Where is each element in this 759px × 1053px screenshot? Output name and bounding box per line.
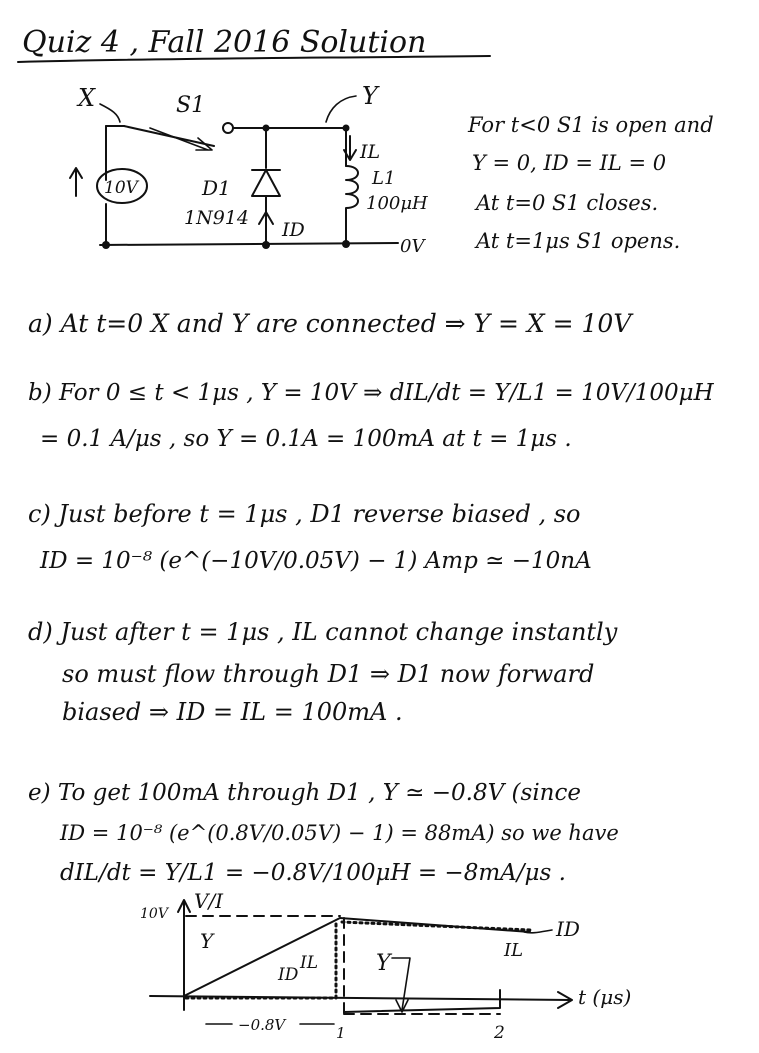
diode-current-label: ID <box>282 219 305 241</box>
diode-current-arrow <box>259 212 273 236</box>
page-title: Quiz 4 , Fall 2016 Solution <box>22 25 427 60</box>
circuit-note-1: For t<0 S1 is open and <box>468 113 714 137</box>
sketch-x-axis-label: t (μs) <box>578 985 632 1009</box>
switch-label: S1 <box>176 93 206 118</box>
part-b-line-2: = 0.1 A/μs , so Y = 0.1A = 100mA at t = 1μs . <box>40 426 572 452</box>
node-y-label: Y <box>362 82 378 110</box>
sketch-y-axis-label: V/I <box>194 889 224 913</box>
ground-label: 0V <box>400 236 425 257</box>
wire-bottom <box>100 243 398 245</box>
part-b-line-1: b) For 0 ≤ t < 1μs , Y = 10V ⇒ dIL/dt = Y/L1 = 10V/100μH <box>28 380 714 406</box>
waveform-sketch <box>140 889 631 1043</box>
part-e-line-1: e) To get 100mA through D1 , Y ≃ −0.8V (since <box>28 780 581 806</box>
part-d-line-3: biased ⇒ ID = IL = 100mA . <box>62 698 403 726</box>
sketch-curve-il-right: IL <box>504 940 524 961</box>
sketch-curve-id-right: ID <box>556 917 580 941</box>
node-x-pointer <box>100 104 120 122</box>
part-e-line-2: ID = 10⁻⁸ (e^(0.8V/0.05V) − 1) = 88mA) so we have <box>60 821 619 845</box>
inductor-coil <box>346 166 358 245</box>
inductor-current-label: IL <box>360 141 381 163</box>
node-top-inductor <box>343 125 350 132</box>
part-a-line-1: a) At t=0 X and Y are connected ⇒ Y = X = 10V <box>28 309 632 338</box>
part-c-line-2: ID = 10⁻⁸ (e^(−10V/0.05V) − 1) Amp ≃ −10nA <box>40 548 592 574</box>
inductor-value: 100μH <box>366 193 428 214</box>
sketch-curve-y-lower: Y <box>376 951 391 976</box>
circuit-diagram <box>70 82 428 257</box>
node-top-diode <box>263 125 270 132</box>
part-d-line-1: d) Just after t = 1μs , IL cannot change instantly <box>28 618 618 646</box>
inductor-name: L1 <box>372 168 396 189</box>
sketch-x-tick-1: 1 <box>336 1024 346 1042</box>
sketch-x-axis <box>150 992 572 1008</box>
sketch-curve-y-label: Y <box>200 929 214 953</box>
switch-pointer <box>150 128 212 150</box>
source-arrow <box>70 168 82 196</box>
diode-name: D1 <box>202 176 231 200</box>
switch-contact <box>223 123 233 133</box>
part-c-line-1: c) Just before t = 1μs , D1 reverse biased , so <box>28 500 581 528</box>
sketch-y-top-tick: 10V <box>140 906 168 922</box>
diode-symbol <box>252 170 280 196</box>
node-x-label: X <box>78 84 96 112</box>
sketch-neg-level-label: −0.8V <box>238 1016 286 1034</box>
sketch-curve-il-label: IL <box>300 953 319 973</box>
circuit-note-3: At t=0 S1 closes. <box>476 191 659 215</box>
node-y-pointer <box>326 96 356 122</box>
sketch-y-lower-arrow <box>392 958 410 1012</box>
source-label: 10V <box>104 178 138 198</box>
circuit-note-4: At t=1μs S1 opens. <box>476 229 681 253</box>
node-bottom-left <box>102 241 110 249</box>
node-bottom-diode <box>262 241 270 249</box>
diode-part: 1N914 <box>184 207 249 229</box>
sketch-curve-id-label: ID <box>278 965 299 985</box>
node-bottom-inductor <box>342 240 350 248</box>
sketch-y-neg-tail <box>344 990 500 1012</box>
part-e-line-3: dIL/dt = Y/L1 = −0.8V/100μH = −8mA/μs . <box>60 860 566 886</box>
circuit-note-2: Y = 0, ID = IL = 0 <box>472 151 667 175</box>
part-d-line-2: so must flow through D1 ⇒ D1 now forward <box>62 660 595 688</box>
sketch-x-tick-2: 2 <box>494 1023 505 1043</box>
